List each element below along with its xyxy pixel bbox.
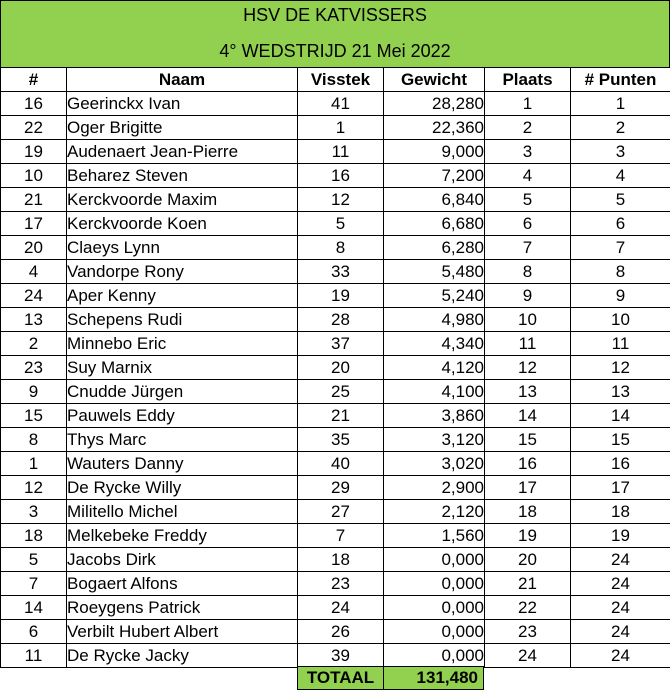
cell-num: 18 xyxy=(1,524,67,548)
cell-gewicht: 6,680 xyxy=(384,212,485,236)
cell-gewicht: 3,860 xyxy=(384,404,485,428)
table-row xyxy=(1,236,670,260)
cell-visstek: 28 xyxy=(298,308,384,332)
cell-gewicht: 4,100 xyxy=(384,380,485,404)
cell-num: 23 xyxy=(1,356,67,380)
cell-num: 1 xyxy=(1,452,67,476)
table-row xyxy=(1,164,670,188)
cell-visstek: 20 xyxy=(298,356,384,380)
cell-gewicht: 4,980 xyxy=(384,308,485,332)
table-row xyxy=(1,380,670,404)
cell-punten: 16 xyxy=(571,452,670,476)
cell-plaats: 7 xyxy=(485,236,571,260)
cell-gewicht: 1,560 xyxy=(384,524,485,548)
cell-punten: 6 xyxy=(571,212,670,236)
cell-punten: 15 xyxy=(571,428,670,452)
cell-naam: Vandorpe Rony xyxy=(67,260,298,284)
cell-naam: Audenaert Jean-Pierre xyxy=(67,140,298,164)
cell-num: 20 xyxy=(1,236,67,260)
cell-gewicht: 2,900 xyxy=(384,476,485,500)
cell-plaats: 11 xyxy=(485,332,571,356)
cell-num: 17 xyxy=(1,212,67,236)
cell-plaats: 13 xyxy=(485,380,571,404)
cell-plaats: 21 xyxy=(485,572,571,596)
header-row xyxy=(1,68,670,92)
sheet-header xyxy=(0,0,670,68)
cell-gewicht: 9,000 xyxy=(384,140,485,164)
cell-gewicht: 4,120 xyxy=(384,356,485,380)
cell-num: 5 xyxy=(1,548,67,572)
col-header-punten: # Punten xyxy=(571,68,670,92)
cell-punten: 11 xyxy=(571,332,670,356)
table-row xyxy=(1,500,670,524)
cell-visstek: 7 xyxy=(298,524,384,548)
cell-num: 9 xyxy=(1,380,67,404)
cell-gewicht: 28,280 xyxy=(384,92,485,116)
cell-punten: 4 xyxy=(571,164,670,188)
cell-punten: 7 xyxy=(571,236,670,260)
club-title: HSV DE KATVISSERS xyxy=(243,5,427,25)
cell-naam: Schepens Rudi xyxy=(67,308,298,332)
cell-naam: Claeys Lynn xyxy=(67,236,298,260)
cell-gewicht: 7,200 xyxy=(384,164,485,188)
table-row xyxy=(1,452,670,476)
cell-naam: Cnudde Jürgen xyxy=(67,380,298,404)
col-header-num: # xyxy=(1,68,67,92)
cell-num: 22 xyxy=(1,116,67,140)
cell-naam: Verbilt Hubert Albert xyxy=(67,620,298,644)
cell-naam: Militello Michel xyxy=(67,500,298,524)
table-row xyxy=(1,548,670,572)
table-row xyxy=(1,308,670,332)
cell-num: 10 xyxy=(1,164,67,188)
cell-naam: Geerinckx Ivan xyxy=(67,92,298,116)
cell-punten: 24 xyxy=(571,644,670,668)
cell-gewicht: 0,000 xyxy=(384,548,485,572)
cell-punten: 9 xyxy=(571,284,670,308)
cell-gewicht: 3,020 xyxy=(384,452,485,476)
cell-punten: 1 xyxy=(571,92,670,116)
match-subtitle: 4° WEDSTRIJD 21 Mei 2022 xyxy=(219,41,451,61)
cell-visstek: 23 xyxy=(298,572,384,596)
cell-num: 2 xyxy=(1,332,67,356)
cell-visstek: 33 xyxy=(298,260,384,284)
cell-punten: 24 xyxy=(571,620,670,644)
cell-num: 8 xyxy=(1,428,67,452)
cell-gewicht: 4,340 xyxy=(384,332,485,356)
cell-visstek: 29 xyxy=(298,476,384,500)
cell-num: 21 xyxy=(1,188,67,212)
cell-gewicht: 6,840 xyxy=(384,188,485,212)
total-value: 131,480 xyxy=(383,666,484,690)
cell-naam: Kerckvoorde Koen xyxy=(67,212,298,236)
cell-visstek: 37 xyxy=(298,332,384,356)
cell-naam: Melkebeke Freddy xyxy=(67,524,298,548)
cell-punten: 17 xyxy=(571,476,670,500)
table-row xyxy=(1,404,670,428)
table-row xyxy=(1,140,670,164)
cell-num: 11 xyxy=(1,644,67,668)
cell-punten: 18 xyxy=(571,500,670,524)
results-table xyxy=(0,67,670,668)
cell-punten: 3 xyxy=(571,140,670,164)
cell-naam: Oger Brigitte xyxy=(67,116,298,140)
cell-plaats: 3 xyxy=(485,140,571,164)
col-header-naam: Naam xyxy=(67,68,298,92)
col-header-visstek: Visstek xyxy=(298,68,384,92)
table-row xyxy=(1,188,670,212)
cell-num: 12 xyxy=(1,476,67,500)
table-row xyxy=(1,644,670,668)
cell-visstek: 5 xyxy=(298,212,384,236)
table-row xyxy=(1,620,670,644)
cell-visstek: 18 xyxy=(298,548,384,572)
cell-gewicht: 0,000 xyxy=(384,572,485,596)
cell-naam: De Rycke Jacky xyxy=(67,644,298,668)
col-header-plaats: Plaats xyxy=(485,68,571,92)
cell-gewicht: 5,480 xyxy=(384,260,485,284)
cell-plaats: 2 xyxy=(485,116,571,140)
col-header-gewicht: Gewicht xyxy=(384,68,485,92)
cell-naam: De Rycke Willy xyxy=(67,476,298,500)
cell-gewicht: 0,000 xyxy=(384,620,485,644)
cell-plaats: 6 xyxy=(485,212,571,236)
cell-plaats: 8 xyxy=(485,260,571,284)
cell-num: 13 xyxy=(1,308,67,332)
table-row xyxy=(1,116,670,140)
cell-naam: Beharez Steven xyxy=(67,164,298,188)
cell-visstek: 11 xyxy=(298,140,384,164)
cell-plaats: 14 xyxy=(485,404,571,428)
cell-naam: Suy Marnix xyxy=(67,356,298,380)
cell-plaats: 22 xyxy=(485,596,571,620)
cell-num: 15 xyxy=(1,404,67,428)
cell-punten: 24 xyxy=(571,596,670,620)
cell-gewicht: 0,000 xyxy=(384,644,485,668)
cell-num: 4 xyxy=(1,260,67,284)
cell-visstek: 21 xyxy=(298,404,384,428)
total-label: TOTAAL xyxy=(297,666,383,690)
cell-punten: 24 xyxy=(571,572,670,596)
cell-plaats: 4 xyxy=(485,164,571,188)
cell-visstek: 19 xyxy=(298,284,384,308)
table-row xyxy=(1,476,670,500)
cell-plaats: 12 xyxy=(485,356,571,380)
table-row xyxy=(1,284,670,308)
cell-plaats: 10 xyxy=(485,308,571,332)
table-row xyxy=(1,356,670,380)
cell-naam: Jacobs Dirk xyxy=(67,548,298,572)
cell-plaats: 9 xyxy=(485,284,571,308)
cell-naam: Bogaert Alfons xyxy=(67,572,298,596)
cell-gewicht: 3,120 xyxy=(384,428,485,452)
cell-naam: Roeygens Patrick xyxy=(67,596,298,620)
cell-num: 14 xyxy=(1,596,67,620)
cell-num: 16 xyxy=(1,92,67,116)
cell-plaats: 23 xyxy=(485,620,571,644)
results-body xyxy=(1,92,670,668)
cell-punten: 14 xyxy=(571,404,670,428)
table-row xyxy=(1,332,670,356)
table-row xyxy=(1,212,670,236)
table-row xyxy=(1,260,670,284)
cell-gewicht: 5,240 xyxy=(384,284,485,308)
table-row xyxy=(1,524,670,548)
cell-plaats: 19 xyxy=(485,524,571,548)
cell-naam: Kerckvoorde Maxim xyxy=(67,188,298,212)
cell-visstek: 1 xyxy=(298,116,384,140)
cell-plaats: 17 xyxy=(485,476,571,500)
cell-punten: 13 xyxy=(571,380,670,404)
cell-plaats: 20 xyxy=(485,548,571,572)
cell-plaats: 16 xyxy=(485,452,571,476)
cell-gewicht: 6,280 xyxy=(384,236,485,260)
cell-plaats: 24 xyxy=(485,644,571,668)
cell-naam: Thys Marc xyxy=(67,428,298,452)
cell-punten: 19 xyxy=(571,524,670,548)
table-row xyxy=(1,92,670,116)
cell-visstek: 16 xyxy=(298,164,384,188)
cell-plaats: 18 xyxy=(485,500,571,524)
cell-visstek: 39 xyxy=(298,644,384,668)
cell-visstek: 12 xyxy=(298,188,384,212)
cell-naam: Minnebo Eric xyxy=(67,332,298,356)
cell-punten: 10 xyxy=(571,308,670,332)
cell-gewicht: 22,360 xyxy=(384,116,485,140)
cell-plaats: 15 xyxy=(485,428,571,452)
cell-naam: Wauters Danny xyxy=(67,452,298,476)
cell-punten: 2 xyxy=(571,116,670,140)
cell-gewicht: 0,000 xyxy=(384,596,485,620)
cell-visstek: 41 xyxy=(298,92,384,116)
cell-gewicht: 2,120 xyxy=(384,500,485,524)
cell-visstek: 8 xyxy=(298,236,384,260)
cell-plaats: 1 xyxy=(485,92,571,116)
cell-num: 3 xyxy=(1,500,67,524)
cell-naam: Pauwels Eddy xyxy=(67,404,298,428)
cell-punten: 12 xyxy=(571,356,670,380)
cell-num: 19 xyxy=(1,140,67,164)
table-row xyxy=(1,596,670,620)
cell-visstek: 26 xyxy=(298,620,384,644)
cell-visstek: 27 xyxy=(298,500,384,524)
cell-num: 6 xyxy=(1,620,67,644)
cell-num: 7 xyxy=(1,572,67,596)
cell-visstek: 35 xyxy=(298,428,384,452)
cell-plaats: 5 xyxy=(485,188,571,212)
cell-visstek: 24 xyxy=(298,596,384,620)
cell-num: 24 xyxy=(1,284,67,308)
cell-visstek: 25 xyxy=(298,380,384,404)
cell-punten: 8 xyxy=(571,260,670,284)
cell-punten: 5 xyxy=(571,188,670,212)
cell-naam: Aper Kenny xyxy=(67,284,298,308)
cell-visstek: 40 xyxy=(298,452,384,476)
table-row xyxy=(1,428,670,452)
table-row xyxy=(1,572,670,596)
cell-punten: 24 xyxy=(571,548,670,572)
